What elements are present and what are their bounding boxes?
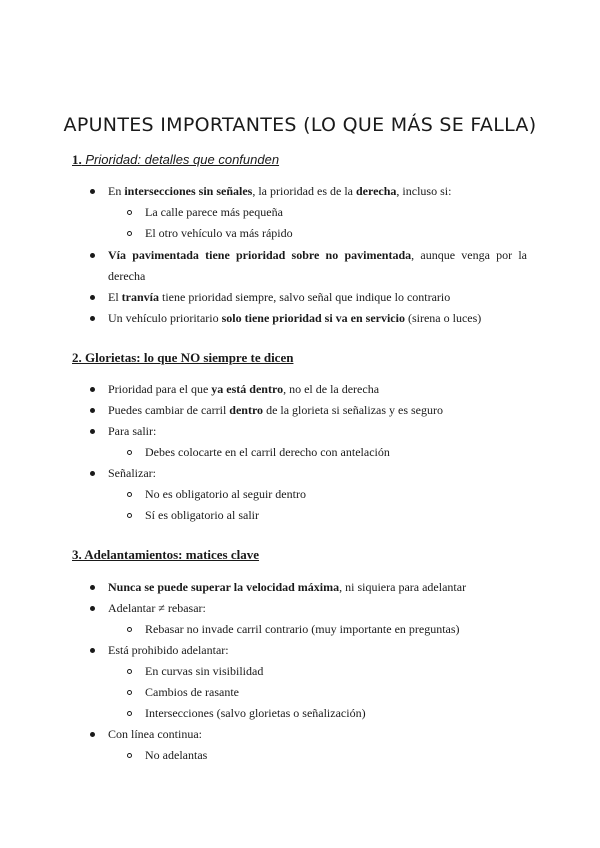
bullet-icon	[90, 471, 95, 476]
sub-list-item: No es obligatorio al seguir dentro	[145, 487, 306, 501]
hollow-bullet-icon	[127, 690, 132, 695]
sub-list-item: No adelantas	[145, 748, 208, 762]
text-run: (sirena o luces)	[404, 311, 482, 325]
list-item	[108, 308, 527, 329]
hollow-bullet-icon	[127, 711, 132, 716]
list-item-line	[108, 245, 527, 266]
list-item: Señalizar:	[108, 466, 156, 480]
bullet-icon	[90, 606, 95, 611]
sub-list-item: Intersecciones (salvo glorietas o señalización)	[145, 706, 366, 720]
list-item: Adelantar ≠ rebasar:	[108, 601, 206, 615]
bold-run: ya está dentro	[211, 382, 284, 396]
hollow-bullet-icon	[127, 450, 132, 455]
text-run: , incluso si:	[396, 184, 452, 198]
bold-run: solo tiene prioridad si va en servicio	[221, 311, 405, 325]
section-1-heading	[72, 152, 279, 168]
list-item: Para salir:	[108, 424, 157, 438]
hollow-bullet-icon	[127, 669, 132, 674]
list-item	[108, 181, 527, 202]
bullet-icon	[90, 585, 95, 590]
bold-run: intersecciones sin señales	[124, 184, 253, 198]
section-3-heading: 3. Adelantamientos: matices clave	[72, 547, 260, 562]
text-run: , aunque venga por la	[411, 248, 527, 262]
list-item: Está prohibido adelantar:	[108, 643, 229, 657]
bullet-icon	[90, 429, 95, 434]
list-item	[108, 379, 527, 400]
bullet-icon	[90, 387, 95, 392]
bold-run: tranvía	[121, 290, 160, 304]
section-1-title: Prioridad: detalles que confunden	[81, 152, 280, 167]
text-run: Un vehículo prioritario	[108, 311, 222, 325]
sub-list-item: El otro vehículo va más rápido	[145, 226, 293, 240]
list-item-line: derecha	[108, 269, 146, 283]
sub-list-item: Sí es obligatorio al salir	[145, 508, 259, 522]
text-run: , ni siquiera para adelantar	[339, 580, 467, 594]
section-2-heading: 2. Glorietas: lo que NO siempre te dicen	[72, 350, 294, 365]
list-item: Con línea continua:	[108, 727, 202, 741]
hollow-bullet-icon	[127, 231, 132, 236]
list-item	[108, 577, 527, 598]
bullet-icon	[90, 316, 95, 321]
text-run: tiene prioridad siempre, salvo señal que indique lo contrario	[159, 290, 451, 304]
section-1-number: 1.	[72, 152, 82, 167]
hollow-bullet-icon	[127, 513, 132, 518]
list-item	[108, 400, 527, 421]
sub-list-item: En curvas sin visibilidad	[145, 664, 264, 678]
bullet-icon	[90, 295, 95, 300]
hollow-bullet-icon	[127, 210, 132, 215]
text-run: En	[108, 184, 125, 198]
text-run: , no el de la derecha	[283, 382, 380, 396]
hollow-bullet-icon	[127, 627, 132, 632]
bullet-icon	[90, 732, 95, 737]
bold-run: Vía pavimentada tiene prioridad sobre no pavimentada	[108, 248, 412, 262]
list-item	[108, 245, 527, 287]
text-run: El	[108, 290, 122, 304]
text-run: de la glorieta si señalizas y es seguro	[263, 403, 444, 417]
text-run: Prioridad para el que	[108, 382, 212, 396]
sub-list-item: Rebasar no invade carril contrario (muy importante en preguntas)	[145, 622, 460, 636]
bullet-icon	[90, 648, 95, 653]
bullet-icon	[90, 253, 95, 258]
sub-list-item: Debes colocarte en el carril derecho con antelación	[145, 445, 390, 459]
hollow-bullet-icon	[127, 753, 132, 758]
bold-run: dentro	[229, 403, 264, 417]
bold-run: derecha	[355, 184, 397, 198]
bold-run: Nunca se puede superar la velocidad máxima	[108, 580, 340, 594]
sub-list-item: La calle parece más pequeña	[145, 205, 283, 219]
page-title: APUNTES IMPORTANTES (LO QUE MÁS SE FALLA)	[63, 114, 537, 136]
bullet-icon	[90, 408, 95, 413]
bullet-icon	[90, 189, 95, 194]
text-run: , la prioridad es de la	[252, 184, 356, 198]
list-item	[108, 287, 527, 308]
text-run: Puedes cambiar de carril	[108, 403, 230, 417]
sub-list-item: Cambios de rasante	[145, 685, 239, 699]
hollow-bullet-icon	[127, 492, 132, 497]
